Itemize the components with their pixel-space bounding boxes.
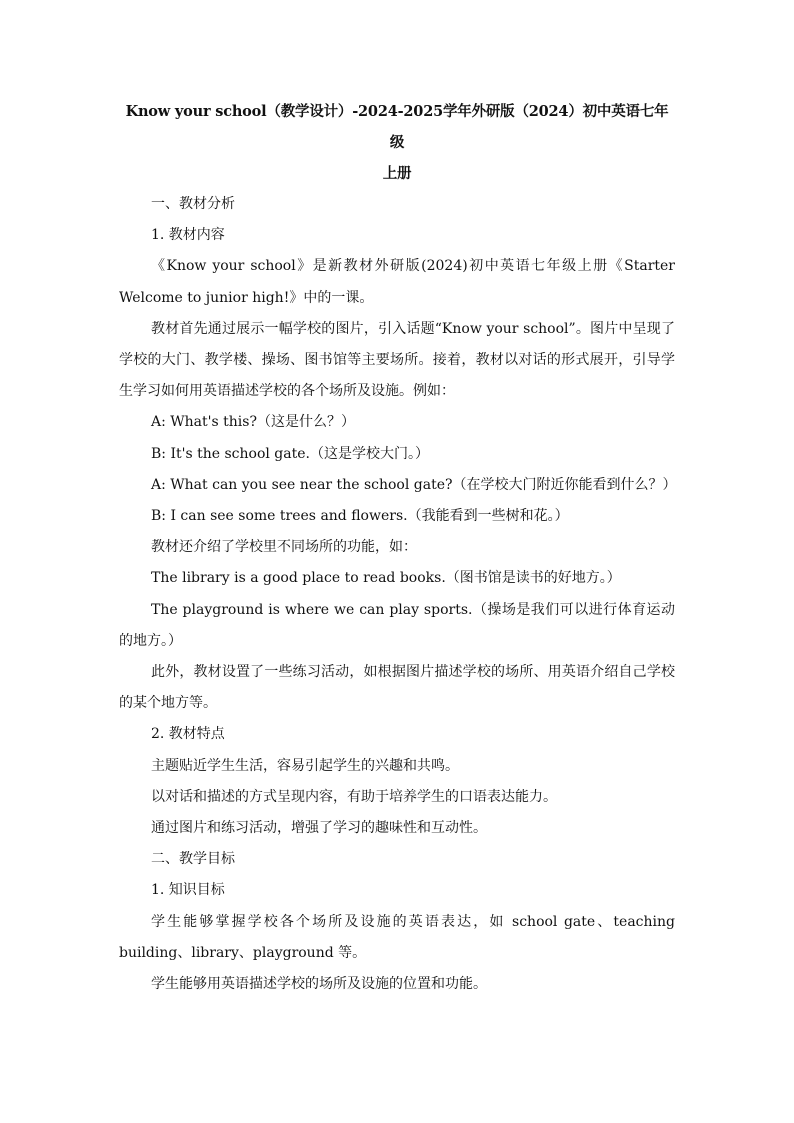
dialogue-line-a2: A: What can you see near the school gate?（在学校大门附近你能看到什么？） <box>151 476 677 493</box>
subheading-textbook-content: 1. 教材内容 <box>151 227 225 244</box>
subheading-knowledge-goals: 1. 知识目标 <box>151 882 225 899</box>
paragraph-lesson-intro: 《Know your school》是新教材外研版(2024)初中英语七年级上册《Starter Welcome to junior high!》中的一课。 <box>119 258 675 306</box>
subheading-textbook-features: 2. 教材特点 <box>151 726 225 743</box>
document-title-line-2: 上册 <box>382 165 412 182</box>
feature-item-3: 通过图片和练习活动，增强了学习的趣味性和互动性。 <box>151 820 487 837</box>
document-body <box>119 96 675 1000</box>
feature-item-1: 主题贴近学生生活，容易引起学生的兴趣和共鸣。 <box>151 757 459 774</box>
section-heading-teaching-goals: 二、教学目标 <box>151 851 235 868</box>
paragraph-textbook-overview: 教材首先通过展示一幅学校的图片，引入话题“Know your school”。图片中呈现了学校的大门、教学楼、操场、图书馆等主要场所。接着，教材以对话的形式展开，引导学生学习如何用英语描述学校的各个场所及设施。例如： <box>119 320 675 400</box>
dialogue-line-b2: B: I can see some trees and flowers.（我能看到一些树和花。） <box>151 508 569 525</box>
dialogue-line-a1: A: What's this?（这是什么？） <box>151 414 355 431</box>
example-library: The library is a good place to read books.（图书馆是读书的好地方。） <box>151 570 621 587</box>
feature-item-2: 以对话和描述的方式呈现内容，有助于培养学生的口语表达能力。 <box>151 788 557 805</box>
dialogue-line-b1: B: It's the school gate.（这是学校大门。） <box>151 445 429 462</box>
paragraph-functions-intro: 教材还介绍了学校里不同场所的功能，如： <box>151 539 417 556</box>
document-title-line-1: Know your school（教学设计）-2024-2025学年外研版（2024）初中英语七年级 <box>125 103 669 151</box>
paragraph-activities: 此外，教材设置了一些练习活动，如根据图片描述学校的场所、用英语介绍自己学校的某个地方等。 <box>119 664 675 712</box>
goal-item-1: 学生能够掌握学校各个场所及设施的英语表达，如 school gate、teaching building、library、playground 等。 <box>119 913 675 961</box>
example-playground: The playground is where we can play sports.（操场是我们可以进行体育运动的地方。） <box>119 601 675 649</box>
section-heading-textbook-analysis: 一、教材分析 <box>151 196 235 212</box>
goal-item-2: 学生能够用英语描述学校的场所及设施的位置和功能。 <box>151 976 487 993</box>
